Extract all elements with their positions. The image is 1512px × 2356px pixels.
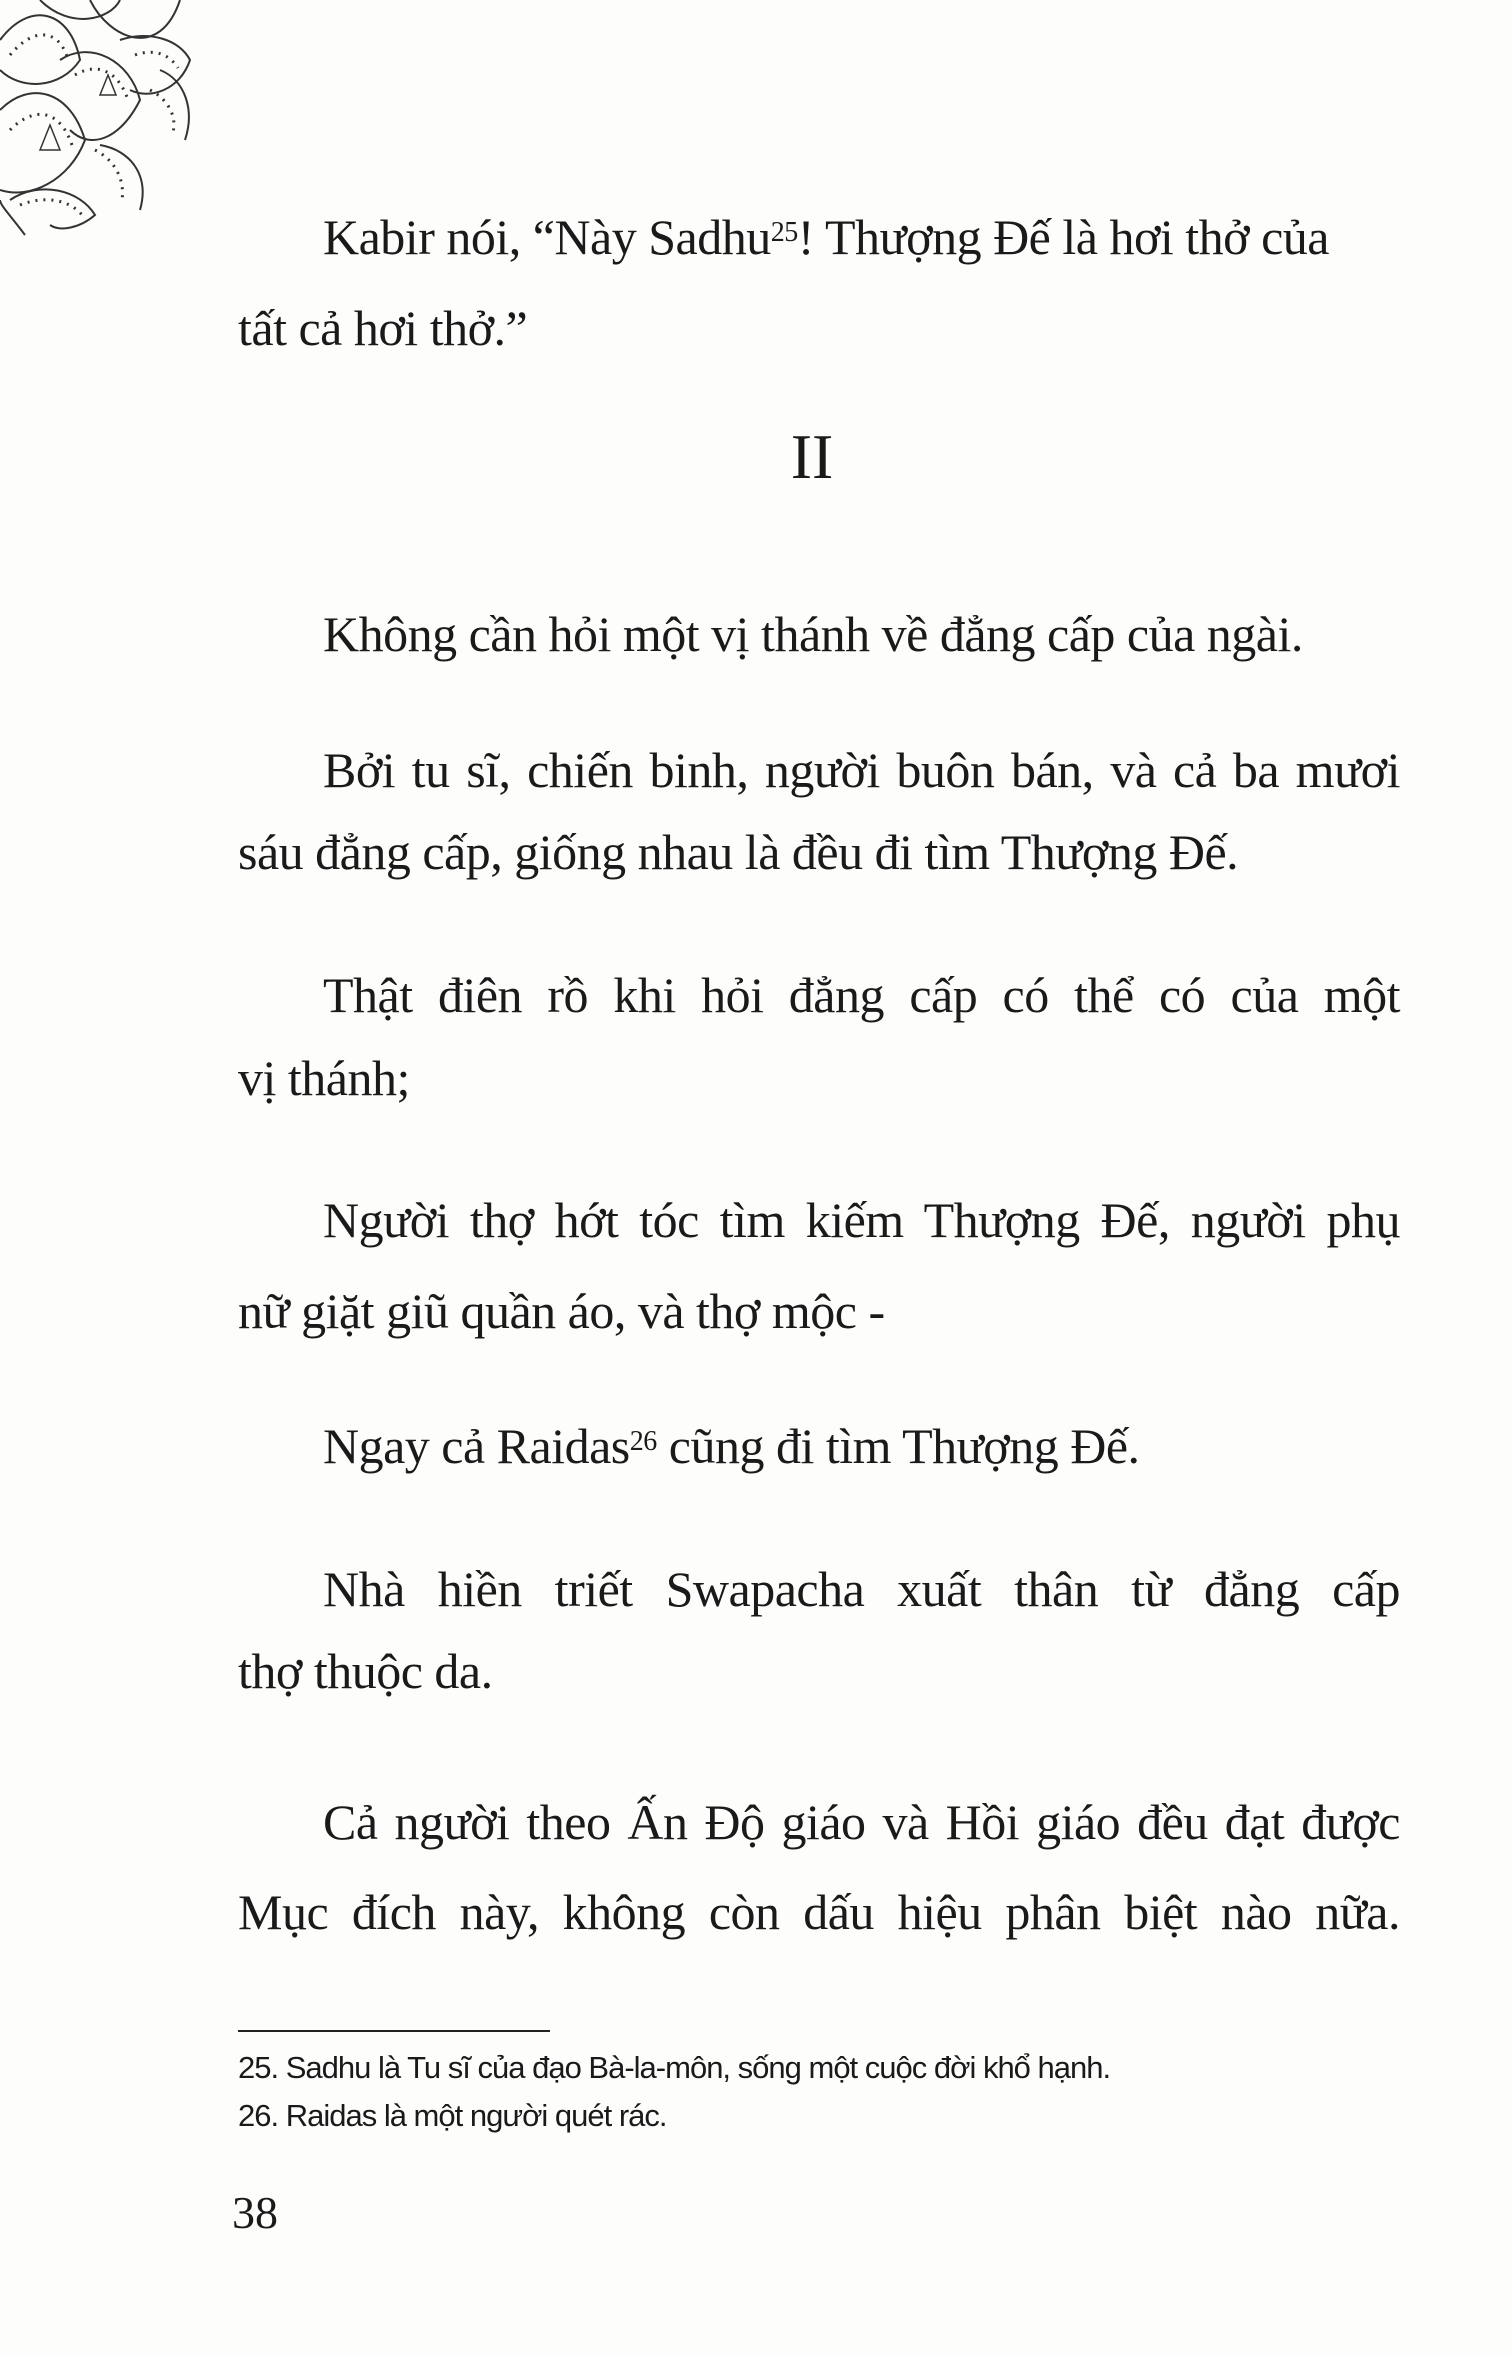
text: Ngay cả Raidas: [323, 1418, 630, 1474]
section-heading: II: [790, 421, 834, 492]
paragraph-1-line-1: [323, 207, 1398, 267]
stanza-2-line-2: sáu đẳng cấp, giống nhau là đều đi tìm Thượng Đế.: [238, 824, 1239, 880]
stanza-4-line-1: Người thợ hớt tóc tìm kiếm Thượng Đế, người phụ: [323, 1192, 1400, 1248]
footnote-25: 25. Sadhu là Tu sĩ của đạo Bà-la-môn, sống một cuộc đời khổ hạnh.: [238, 2050, 1111, 2085]
stanza-1-line-1: Không cần hỏi một vị thánh về đẳng cấp của ngài.: [323, 606, 1303, 662]
footnote-ref-25[interactable]: 25: [770, 217, 798, 248]
page-number: 38: [232, 2187, 278, 2238]
footnote-ref-26[interactable]: 26: [629, 1426, 657, 1457]
footnote-26: 26. Raidas là một người quét rác.: [238, 2098, 667, 2133]
stanza-6-line-1: Nhà hiền triết Swapacha xuất thân từ đẳng cấp: [323, 1561, 1400, 1617]
stanza-3-line-1: Thật điên rồ khi hỏi đẳng cấp có thể có của một: [323, 967, 1400, 1023]
stanza-6-line-2: thợ thuộc da.: [238, 1643, 493, 1699]
stanza-5-line-1: [323, 1416, 1140, 1476]
text: cũng đi tìm Thượng Đế.: [656, 1418, 1140, 1474]
stanza-4-line-2: nữ giặt giũ quần áo, và thợ mộc -: [238, 1283, 885, 1339]
stanza-7-line-2: Mục đích này, không còn dấu hiệu phân biệt nào nữa.: [238, 1884, 1400, 1940]
stanza-3-line-2: vị thánh;: [238, 1050, 410, 1106]
stanza-2-line-1: Bởi tu sĩ, chiến binh, người buôn bán, và cả ba mươi: [323, 742, 1400, 798]
paragraph-1-line-2: tất cả hơi thở.”: [238, 300, 528, 356]
stanza-7-line-1: Cả người theo Ấn Độ giáo và Hồi giáo đều đạt được: [323, 1794, 1400, 1850]
text: ! Thượng Đế là hơi thở của: [797, 209, 1329, 265]
text: Kabir nói, “Này Sadhu: [323, 209, 771, 265]
footnote-divider: [238, 2030, 550, 2032]
mandala-corner-ornament: [0, 0, 260, 240]
